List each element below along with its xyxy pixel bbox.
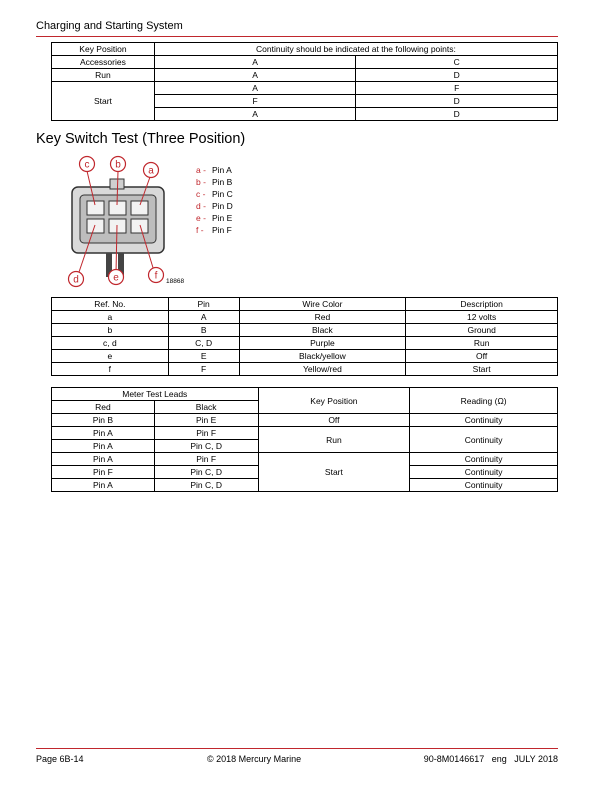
table-row — [52, 363, 558, 376]
red-lead-cell: Pin A — [52, 479, 155, 492]
table-cell: b — [52, 324, 169, 337]
legend-label: Pin A — [212, 165, 232, 175]
key-position-cell: Accessories — [52, 56, 155, 69]
key-position-cell: Start — [258, 453, 410, 492]
table-row — [52, 414, 558, 427]
section-title: Key Switch Test (Three Position) — [36, 131, 246, 147]
callout-label: e — [113, 272, 119, 284]
reading-cell: Continuity — [410, 466, 558, 479]
black-lead-cell: Pin E — [154, 414, 258, 427]
pin-wire-table — [51, 297, 558, 376]
callout-c — [80, 157, 95, 172]
table-header-row — [52, 388, 558, 401]
key-position-cell: Run — [52, 69, 155, 82]
red-lead-cell: Pin B — [52, 414, 155, 427]
table-row — [52, 324, 558, 337]
legend-item — [196, 176, 233, 188]
callout-a — [144, 163, 159, 178]
table-row — [52, 311, 558, 324]
running-header: Charging and Starting System — [36, 20, 183, 32]
column-header: Description — [406, 298, 558, 311]
red-lead-cell: Pin A — [52, 453, 155, 466]
point-cell: D — [356, 69, 558, 82]
black-lead-cell: Pin F — [154, 453, 258, 466]
column-header: Key Position — [52, 43, 155, 56]
table-row — [52, 350, 558, 363]
table-cell: B — [168, 324, 239, 337]
key-switch-connector-diagram — [60, 155, 190, 290]
column-header: Key Position — [258, 388, 410, 414]
point-cell: A — [154, 108, 356, 121]
key-position-cell: Run — [258, 427, 410, 453]
point-cell: D — [356, 95, 558, 108]
legend-item — [196, 224, 233, 236]
callout-f — [149, 268, 164, 283]
key-position-cell: Start — [52, 82, 155, 121]
point-cell: C — [356, 56, 558, 69]
copyright: © 2018 Mercury Marine — [207, 754, 302, 764]
table-cell: A — [168, 311, 239, 324]
table-row — [52, 337, 558, 350]
black-lead-cell: Pin C, D — [154, 440, 258, 453]
legend-label: Pin D — [212, 201, 233, 211]
table-cell: E — [168, 350, 239, 363]
table-cell: f — [52, 363, 169, 376]
legend-key: d - — [196, 201, 206, 211]
legend-key: a - — [196, 165, 206, 175]
column-header: Black — [154, 401, 258, 414]
legend-item — [196, 188, 233, 200]
column-header: Reading (Ω) — [410, 388, 558, 414]
red-lead-cell: Pin A — [52, 440, 155, 453]
table-cell: C, D — [168, 337, 239, 350]
callout-label: d — [73, 274, 79, 286]
callout-label: a — [148, 165, 154, 177]
legend-key: b - — [196, 177, 206, 187]
meter-test-table — [51, 387, 558, 492]
table-row — [52, 453, 558, 466]
callout-d — [69, 272, 84, 287]
table-cell: Black/yellow — [239, 350, 406, 363]
red-lead-cell: Pin A — [52, 427, 155, 440]
point-cell: A — [154, 56, 356, 69]
black-lead-cell: Pin C, D — [154, 466, 258, 479]
footer-rule — [36, 748, 558, 749]
page-number: Page 6B-14 — [36, 754, 84, 764]
column-header: Wire Color — [239, 298, 406, 311]
column-header: Continuity should be indicated at the following points: — [154, 43, 557, 56]
table-row — [52, 56, 558, 69]
column-group-header: Meter Test Leads — [52, 388, 259, 401]
legend-label: Pin B — [212, 177, 233, 187]
reading-cell: Continuity — [410, 453, 558, 466]
legend-item — [196, 200, 233, 212]
point-cell: F — [154, 95, 356, 108]
header-rule — [36, 36, 558, 37]
document-number: 90-8M0146617 eng JULY 2018 — [423, 754, 558, 764]
table-cell: e — [52, 350, 169, 363]
figure-number: 18868 — [166, 278, 185, 285]
point-cell: D — [356, 108, 558, 121]
legend-label: Pin C — [212, 189, 233, 199]
connector-illustration — [72, 179, 164, 277]
legend-item — [196, 164, 233, 176]
table-cell: Red — [239, 311, 406, 324]
callout-label: b — [115, 159, 121, 171]
column-header: Red — [52, 401, 155, 414]
reading-cell: Continuity — [410, 479, 558, 492]
legend-key: f - — [196, 225, 204, 235]
column-header: Ref. No. — [52, 298, 169, 311]
table-cell: Yellow/red — [239, 363, 406, 376]
point-cell: F — [356, 82, 558, 95]
legend-label: Pin E — [212, 213, 233, 223]
legend-label: Pin F — [212, 225, 232, 235]
table-header-row — [52, 298, 558, 311]
callout-label: c — [84, 159, 90, 171]
callout-b — [111, 157, 126, 172]
key-position-cell: Off — [258, 414, 410, 427]
table-row — [52, 69, 558, 82]
black-lead-cell: Pin C, D — [154, 479, 258, 492]
reading-cell: Continuity — [410, 427, 558, 453]
callout-e — [109, 270, 124, 285]
table-cell: Run — [406, 337, 558, 350]
table-cell: Start — [406, 363, 558, 376]
callout-label: f — [154, 270, 158, 282]
table-cell: 12 volts — [406, 311, 558, 324]
continuity-table — [51, 42, 558, 121]
column-header: Pin — [168, 298, 239, 311]
legend-item — [196, 212, 233, 224]
legend-key: e - — [196, 213, 206, 223]
legend-key: c - — [196, 189, 206, 199]
table-cell: Black — [239, 324, 406, 337]
reading-cell: Continuity — [410, 414, 558, 427]
table-row — [52, 82, 558, 95]
table-cell: F — [168, 363, 239, 376]
table-row — [52, 427, 558, 440]
table-cell: a — [52, 311, 169, 324]
table-cell: c, d — [52, 337, 169, 350]
table-cell: Off — [406, 350, 558, 363]
point-cell: A — [154, 69, 356, 82]
black-lead-cell: Pin F — [154, 427, 258, 440]
table-cell: Purple — [239, 337, 406, 350]
table-header-row — [52, 43, 558, 56]
pin-legend — [196, 164, 233, 236]
red-lead-cell: Pin F — [52, 466, 155, 479]
table-cell: Ground — [406, 324, 558, 337]
point-cell: A — [154, 82, 356, 95]
